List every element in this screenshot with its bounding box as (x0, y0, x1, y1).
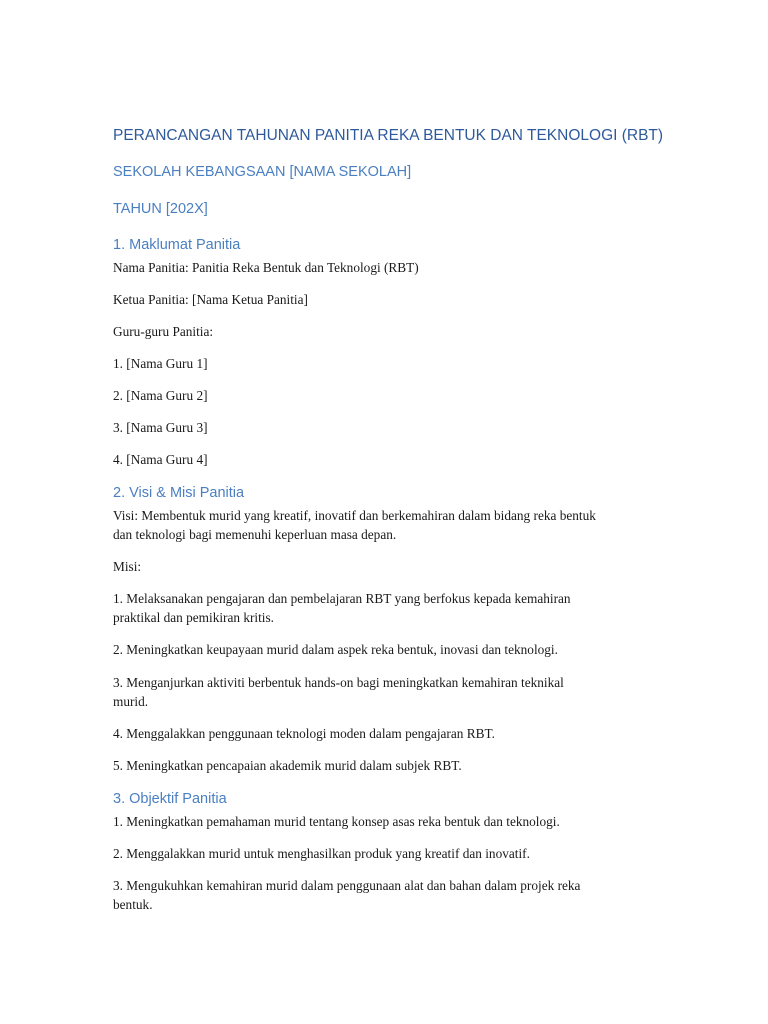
section-heading-visi-misi: 2. Visi & Misi Panitia (113, 485, 245, 501)
visi-text-line2: dan teknologi bagi memenuhi keperluan masa depan. (113, 527, 397, 542)
objektif-item-2: 2. Menggalakkan murid untuk menghasilkan produk yang kreatif dan inovatif. (113, 846, 530, 861)
document-year: TAHUN [202X] (113, 201, 208, 217)
misi-label: Misi: (113, 559, 142, 574)
misi-item-3-line1: 3. Menganjurkan aktiviti berbentuk hands-on bagi meningkatkan kemahiran teknikal (113, 675, 564, 690)
visi-text-line1: Visi: Membentuk murid yang kreatif, inovatif dan berkemahiran dalam bidang reka bentuk (113, 508, 596, 523)
ketua-panitia-text: Ketua Panitia: [Nama Ketua Panitia] (113, 292, 308, 307)
misi-item-3-line2: murid. (113, 694, 149, 709)
objektif-item-3-line1: 3. Mengukuhkan kemahiran murid dalam penggunaan alat dan bahan dalam projek reka (113, 878, 581, 893)
nama-panitia-text: Nama Panitia: Panitia Reka Bentuk dan Teknologi (RBT) (113, 260, 419, 275)
misi-item-4: 4. Menggalakkan penggunaan teknologi moden dalam pengajaran RBT. (113, 726, 495, 741)
misi-item-5: 5. Meningkatkan pencapaian akademik murid dalam subjek RBT. (113, 758, 462, 773)
guru-item: 1. [Nama Guru 1] (113, 356, 208, 371)
guru-item: 3. [Nama Guru 3] (113, 420, 208, 435)
objektif-item-1: 1. Meningkatkan pemahaman murid tentang konsep asas reka bentuk dan teknologi. (113, 814, 560, 829)
document-title: PERANCANGAN TAHUNAN PANITIA REKA BENTUK DAN TEKNOLOGI (RBT) (113, 127, 664, 144)
misi-item-1-line2: praktikal dan pemikiran kritis. (113, 610, 274, 625)
section-heading-maklumat: 1. Maklumat Panitia (113, 237, 241, 253)
misi-item-2: 2. Meningkatkan keupayaan murid dalam aspek reka bentuk, inovasi dan teknologi. (113, 642, 558, 657)
guru-item: 4. [Nama Guru 4] (113, 452, 208, 467)
guru-label: Guru-guru Panitia: (113, 324, 214, 339)
section-heading-objektif: 3. Objektif Panitia (113, 791, 227, 807)
misi-item-1-line1: 1. Melaksanakan pengajaran dan pembelajaran RBT yang berfokus kepada kemahiran (113, 591, 571, 606)
school-name: SEKOLAH KEBANGSAAN [NAMA SEKOLAH] (113, 164, 412, 180)
guru-item: 2. [Nama Guru 2] (113, 388, 208, 403)
objektif-item-3-line2: bentuk. (113, 897, 153, 912)
